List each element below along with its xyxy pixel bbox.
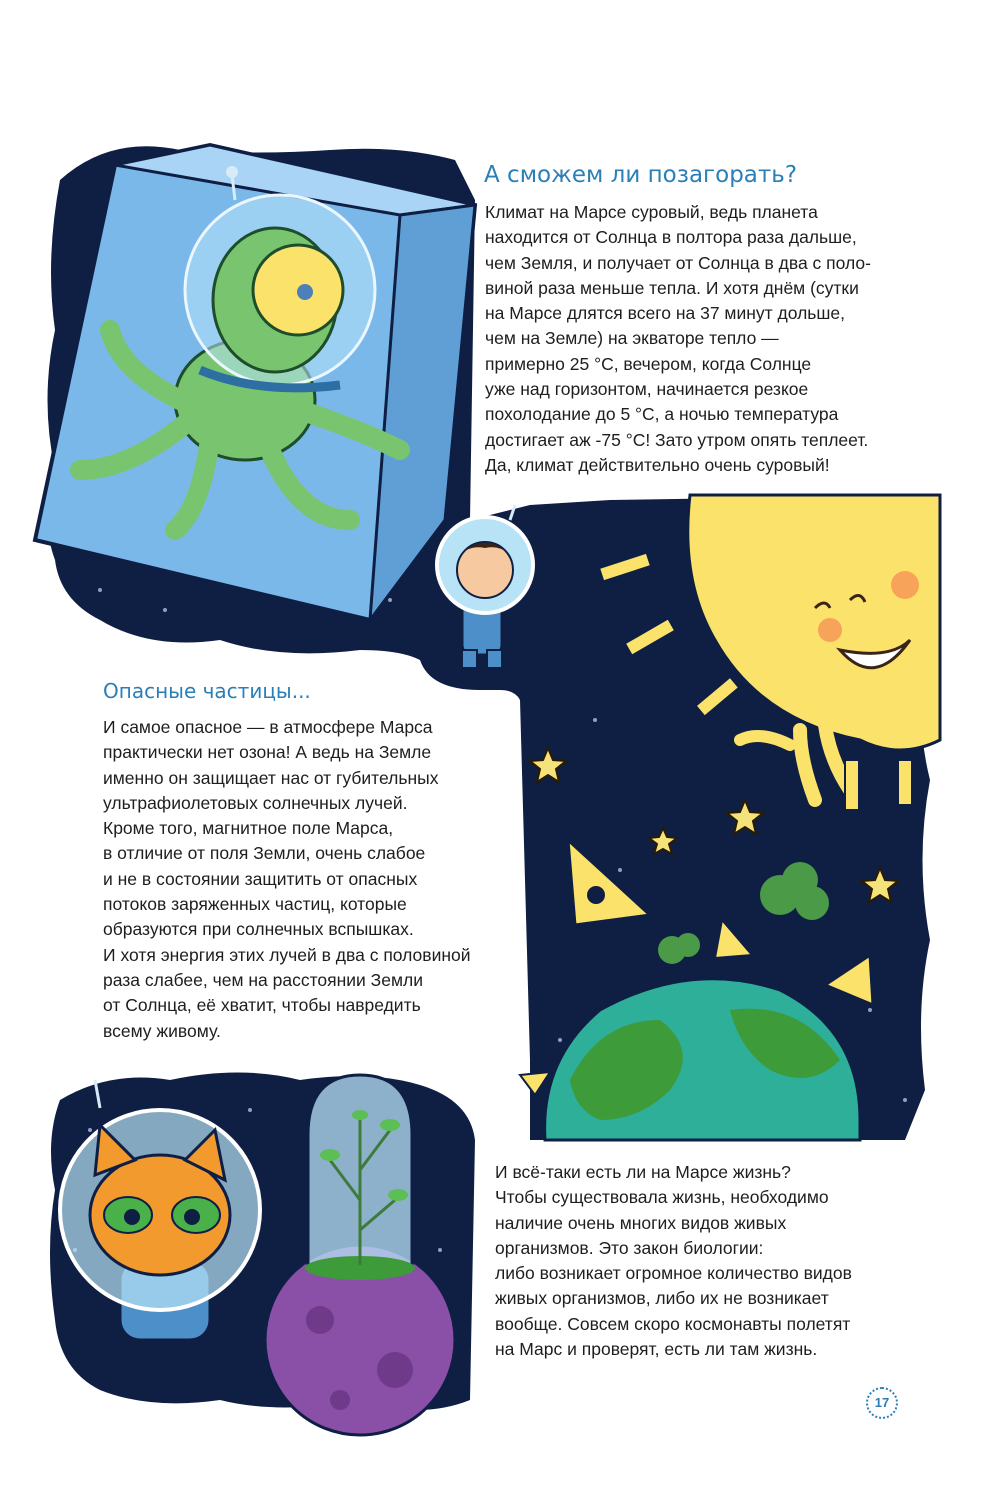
section-heading-sunbathing: А сможем ли позагорать? — [484, 162, 798, 188]
life-on-mars-paragraph: И всё-таки есть ли на Марсе жизнь? Чтобы существовала жизнь, необходимо наличие очень многих видов живых организмов. Это закон биологии: либо возникает огромное количество видов живых организмов, либо их не возникает вообще. Совсем скоро космонавты полетят на Марс и проверят, есть ли там жизнь. — [495, 1162, 852, 1360]
page-number: 17 — [866, 1387, 898, 1419]
climate-paragraph: Климат на Марсе суровый, ведь планета находится от Солнца в полтора раза дальше, чем Земля, и получает от Солнца в два с поло- виной раза меньше тепла. И хотя днём (сутки на Марсе длятся всего на 37 минут дольше, чем на Земле) на экваторе тепло — примерно 25 °С, вечером, когда Солнце уже над горизонтом, начинается резкое похолодание до 5 °С, а ночью температура достигает аж -75 °С! Зато утром опять теплеет. Да, климат действительно очень суровый! — [485, 202, 871, 475]
particles-paragraph: И самое опасное — в атмосфере Марса практически нет озона! А ведь на Земле именно он защищает нас от губительных ультрафиолетовых солнечных лучей. Кроме того, магнитное поле Марса, в отличие от поля Земли, очень слабое и не в состоянии защитить от опасных потоков заряженных частиц, которые образуются при солнечных вспышках. И хотя энергия этих лучей в два с половиной раза слабее, чем на расстоянии Земли от Солнца, её хватит, чтобы навредить всему живому. — [103, 717, 471, 1041]
section-heading-particles: Опасные частицы... — [103, 679, 311, 703]
